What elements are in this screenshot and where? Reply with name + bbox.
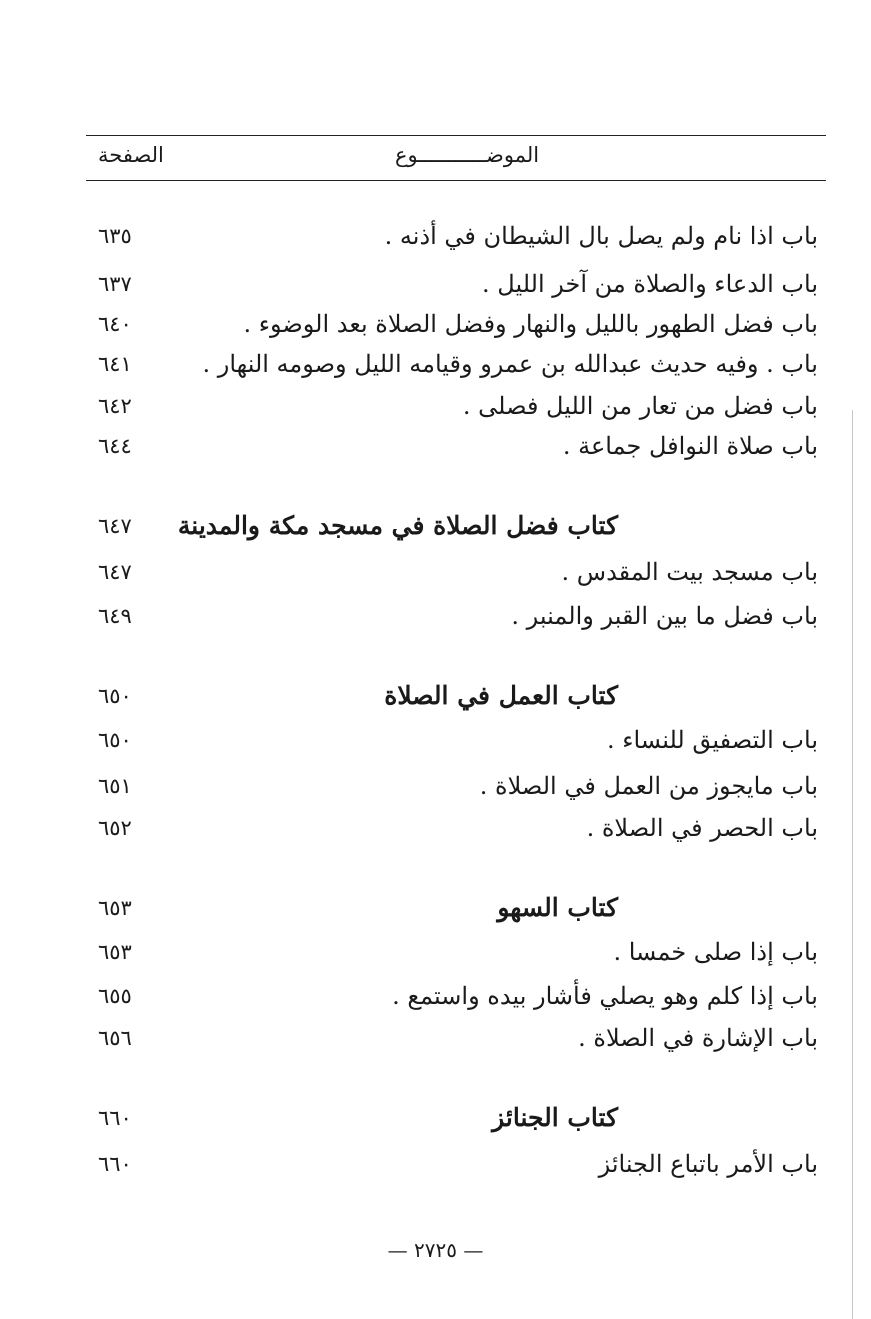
entry-title: باب اذا نام ولم يصل بال الشيطان في أذنه . (384, 222, 818, 250)
entry-page-number: ٦٤١ (98, 352, 132, 376)
section-title: كتاب فضل الصلاة في مسجد مكة والمدينة (177, 511, 618, 540)
toc-entry (90, 426, 818, 466)
toc-entry (90, 216, 818, 256)
toc-section-heading (90, 506, 818, 546)
entry-title: باب فضل الطهور بالليل والنهار وفضل الصلاة بعد الوضوء . (243, 310, 818, 338)
entry-title: باب الحصر في الصلاة . (586, 814, 818, 842)
entry-page-number: ٦٥١ (98, 774, 132, 798)
toc-entry (90, 386, 818, 426)
entry-page-number: ٦٤٧ (98, 560, 132, 584)
page-number: — ٢٧٢٥ — (387, 1238, 484, 1262)
toc-entry (90, 932, 818, 972)
entry-title: باب . وفيه حديث عبدالله بن عمرو وقيامه الليل وصومه النهار . (202, 350, 818, 378)
toc-entry (90, 344, 818, 384)
section-title: كتاب الجنائز (492, 1103, 618, 1132)
entry-page-number: ٦٤٢ (98, 394, 132, 418)
entry-page-number: ٦٤٤ (98, 434, 132, 458)
entry-title: باب الأمر باتباع الجنائز (598, 1150, 818, 1178)
toc-entry (90, 808, 818, 848)
topic-column-header: الموضـــــــــــوع (395, 143, 540, 167)
entry-title: باب مايجوز من العمل في الصلاة . (479, 772, 818, 800)
toc-section-heading (90, 1098, 818, 1138)
toc-entry (90, 552, 818, 592)
entry-title: باب إذا كلم وهو يصلي فأشار بيده واستمع . (392, 982, 818, 1010)
entry-title: باب الدعاء والصلاة من آخر الليل . (482, 270, 818, 298)
toc-section-heading (90, 888, 818, 928)
entry-page-number: ٦٥٥ (98, 984, 132, 1008)
page-column-header: الصفحة (98, 143, 164, 167)
section-title: كتاب العمل في الصلاة (384, 681, 618, 710)
entry-page-number: ٦٥٠ (98, 728, 132, 752)
entry-page-number: ٦٥٠ (98, 684, 132, 708)
entry-title: باب التصفيق للنساء . (606, 726, 818, 754)
toc-entry (90, 596, 818, 636)
entry-page-number: ٦٥٦ (98, 1026, 132, 1050)
entry-title: باب فضل من تعار من الليل فصلى . (462, 392, 818, 420)
entry-page-number: ٦٣٧ (98, 272, 132, 296)
toc-entry (90, 976, 818, 1016)
toc-entry (90, 1018, 818, 1058)
entry-title: باب مسجد بيت المقدس . (561, 558, 818, 586)
entry-title: باب صلاة النوافل جماعة . (562, 432, 818, 460)
toc-entry (90, 1144, 818, 1184)
toc-entry (90, 264, 818, 304)
entry-page-number: ٦٥٢ (98, 816, 132, 840)
entry-title: باب فضل ما بين القبر والمنبر . (511, 602, 818, 630)
entry-title: باب إذا صلى خمسا . (613, 938, 818, 966)
toc-entry (90, 304, 818, 344)
entry-page-number: ٦٥٣ (98, 940, 132, 964)
entry-page-number: ٦٦٠ (98, 1152, 132, 1176)
entry-page-number: ٦٤٧ (98, 514, 132, 538)
toc-entry (90, 766, 818, 806)
entry-page-number: ٦٤٠ (98, 312, 132, 336)
entry-title: باب الإشارة في الصلاة . (578, 1024, 818, 1052)
section-title: كتاب السهو (497, 893, 618, 922)
entry-page-number: ٦٣٥ (98, 224, 132, 248)
toc-entry (90, 720, 818, 760)
toc-section-heading (90, 676, 818, 716)
entry-page-number: ٦٦٠ (98, 1106, 132, 1130)
entry-page-number: ٦٤٩ (98, 604, 132, 628)
entry-page-number: ٦٥٣ (98, 896, 132, 920)
